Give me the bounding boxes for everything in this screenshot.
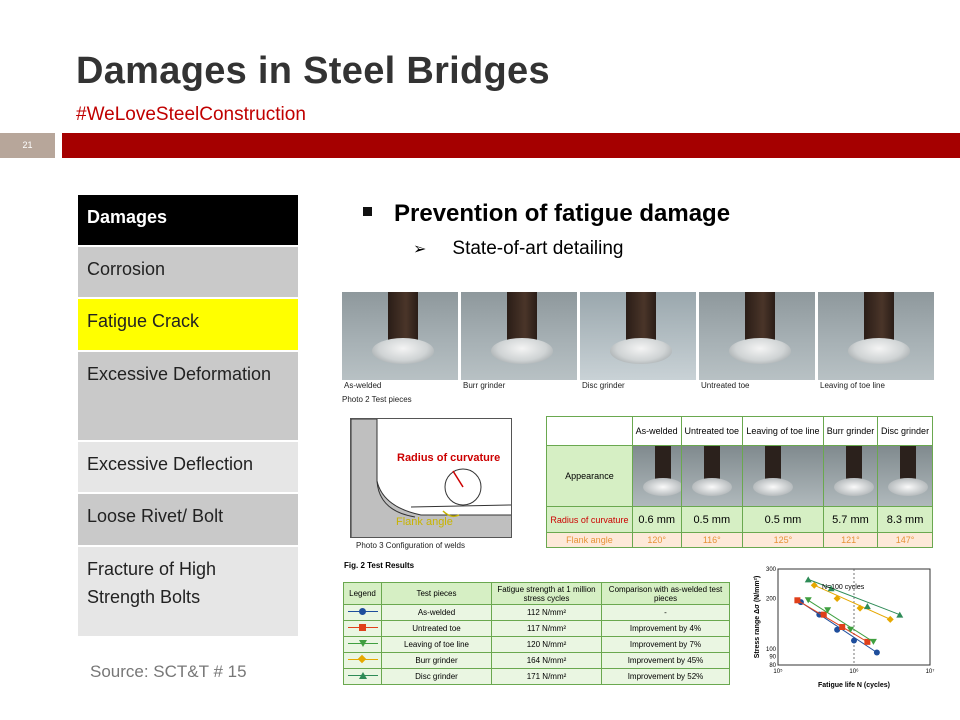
bullet-main bbox=[363, 200, 730, 228]
damage-item-corrosion: Corrosion bbox=[78, 247, 298, 299]
legend-swatch bbox=[344, 653, 382, 669]
header-bar bbox=[62, 133, 960, 158]
fatigue-strength: 117 N/mm² bbox=[492, 621, 602, 637]
column-header: Disc grinder bbox=[878, 417, 933, 446]
photo-figure-caption: Photo 2 Test pieces bbox=[342, 395, 412, 404]
legend-swatch bbox=[344, 605, 382, 621]
column-header: Burr grinder bbox=[823, 417, 877, 446]
sn-curve-chart bbox=[750, 565, 940, 690]
test-piece-name: Disc grinder bbox=[382, 669, 492, 685]
fatigue-strength: 164 N/mm² bbox=[492, 653, 602, 669]
comparison-value: Improvement by 7% bbox=[602, 637, 730, 653]
flank-value: 116° bbox=[681, 533, 743, 548]
legend-swatch bbox=[344, 621, 382, 637]
diagram-label-radius: Radius of curvature bbox=[397, 452, 501, 464]
photo-caption: As-welded bbox=[344, 381, 382, 390]
y-axis-label: Stress range Δσ (N/mm²) bbox=[754, 575, 761, 659]
column-header: Fatigue strength at 1 million stress cycles bbox=[492, 583, 602, 605]
y-tick-label: 300 bbox=[765, 567, 776, 573]
damages-table bbox=[78, 195, 298, 638]
photo-burr-grinder bbox=[461, 292, 577, 380]
photo-caption: Burr grinder bbox=[463, 381, 506, 390]
test-results-table bbox=[343, 582, 730, 685]
weld-comparison-table bbox=[546, 416, 933, 548]
photo-caption: Leaving of toe line bbox=[820, 381, 885, 390]
test-piece-name: Untreated toe bbox=[382, 621, 492, 637]
slide-number: 21 bbox=[0, 133, 55, 158]
fatigue-strength: 120 N/mm² bbox=[492, 637, 602, 653]
table-corner bbox=[547, 417, 633, 446]
x-tick-label: 10⁷ bbox=[925, 669, 935, 675]
x-tick-label: 10⁵ bbox=[773, 669, 783, 675]
flank-value: 147° bbox=[878, 533, 933, 548]
flank-value: 120° bbox=[632, 533, 681, 548]
arrow-bullet-icon: ➢ bbox=[413, 241, 427, 258]
column-header: Test pieces bbox=[382, 583, 492, 605]
diagram-label-flank: Flank angle bbox=[396, 516, 453, 528]
test-piece-name: Leaving of toe line bbox=[382, 637, 492, 653]
legend-swatch bbox=[344, 669, 382, 685]
bullet-sub-text: State-of-art detailing bbox=[452, 238, 624, 259]
column-header: Leaving of toe line bbox=[743, 417, 824, 446]
slide-subtitle: #WeLoveSteelConstruction bbox=[76, 104, 306, 125]
damage-item-fracture-bolts: Fracture of High Strength Bolts bbox=[78, 547, 298, 638]
y-tick-label: 100 bbox=[765, 646, 776, 653]
photo-untreated-toe bbox=[699, 292, 815, 380]
data-point bbox=[794, 597, 800, 603]
diagram-caption: Photo 3 Configuration of welds bbox=[356, 541, 465, 550]
radius-value: 0.5 mm bbox=[681, 507, 743, 533]
photo-leaving-toe-line bbox=[818, 292, 934, 380]
damage-item-excessive-deformation: Excessive Deformation bbox=[78, 352, 298, 442]
comparison-value: Improvement by 4% bbox=[602, 621, 730, 637]
photo-disc-grinder bbox=[580, 292, 696, 380]
test-piece-name: As-welded bbox=[382, 605, 492, 621]
damage-item-loose-rivet-bolt: Loose Rivet/ Bolt bbox=[78, 494, 298, 547]
square-bullet-icon bbox=[363, 207, 372, 216]
photo-caption: Disc grinder bbox=[582, 381, 625, 390]
data-point bbox=[851, 638, 857, 644]
table-row bbox=[344, 637, 730, 653]
test-results-title: Fig. 2 Test Results bbox=[344, 561, 415, 570]
row-label: Radius of curvature bbox=[547, 507, 633, 533]
flank-value: 125° bbox=[743, 533, 824, 548]
y-tick-label: 80 bbox=[769, 663, 776, 669]
bullet-sub bbox=[413, 238, 624, 260]
comparison-value: Improvement by 52% bbox=[602, 669, 730, 685]
row-label: Flank angle bbox=[547, 533, 633, 548]
photo-as-welded bbox=[342, 292, 458, 380]
appearance-photo bbox=[681, 446, 743, 507]
table-row bbox=[344, 605, 730, 621]
data-point bbox=[839, 624, 845, 630]
column-header: Comparison with as-welded test pieces bbox=[602, 583, 730, 605]
radius-value: 0.5 mm bbox=[743, 507, 824, 533]
photo-caption: Untreated toe bbox=[701, 381, 750, 390]
damages-table-header: Damages bbox=[78, 195, 298, 247]
radius-value: 0.6 mm bbox=[632, 507, 681, 533]
bullet-main-text: Prevention of fatigue damage bbox=[394, 200, 731, 227]
chart-annotation: N=100 cycles bbox=[822, 584, 865, 591]
comparison-value: - bbox=[602, 605, 730, 621]
test-piece-name: Burr grinder bbox=[382, 653, 492, 669]
data-point bbox=[874, 650, 880, 656]
column-header: Legend bbox=[344, 583, 382, 605]
slide-title: Damages in Steel Bridges bbox=[76, 50, 550, 92]
x-tick-label: 10⁶ bbox=[849, 669, 859, 675]
y-tick-label: 200 bbox=[765, 596, 776, 603]
comparison-value: Improvement by 45% bbox=[602, 653, 730, 669]
fatigue-strength: 112 N/mm² bbox=[492, 605, 602, 621]
appearance-photo bbox=[743, 446, 824, 507]
damage-item-excessive-deflection: Excessive Deflection bbox=[78, 442, 298, 494]
column-header: As-welded bbox=[632, 417, 681, 446]
radius-value: 5.7 mm bbox=[823, 507, 877, 533]
table-row bbox=[344, 621, 730, 637]
appearance-photo bbox=[823, 446, 877, 507]
damage-item-fatigue-crack: Fatigue Crack bbox=[78, 299, 298, 352]
x-axis-label: Fatigue life N (cycles) bbox=[818, 682, 890, 689]
appearance-photo bbox=[878, 446, 933, 507]
row-label: Appearance bbox=[547, 446, 633, 507]
flank-value: 121° bbox=[823, 533, 877, 548]
fatigue-strength: 171 N/mm² bbox=[492, 669, 602, 685]
radius-value: 8.3 mm bbox=[878, 507, 933, 533]
table-row bbox=[344, 669, 730, 685]
legend-swatch bbox=[344, 637, 382, 653]
y-tick-label: 90 bbox=[769, 654, 776, 661]
source-note: Source: SCT&T # 15 bbox=[90, 662, 247, 681]
table-row bbox=[344, 653, 730, 669]
data-point bbox=[821, 612, 827, 618]
column-header: Untreated toe bbox=[681, 417, 743, 446]
appearance-photo bbox=[632, 446, 681, 507]
test-piece-photos bbox=[342, 292, 934, 408]
